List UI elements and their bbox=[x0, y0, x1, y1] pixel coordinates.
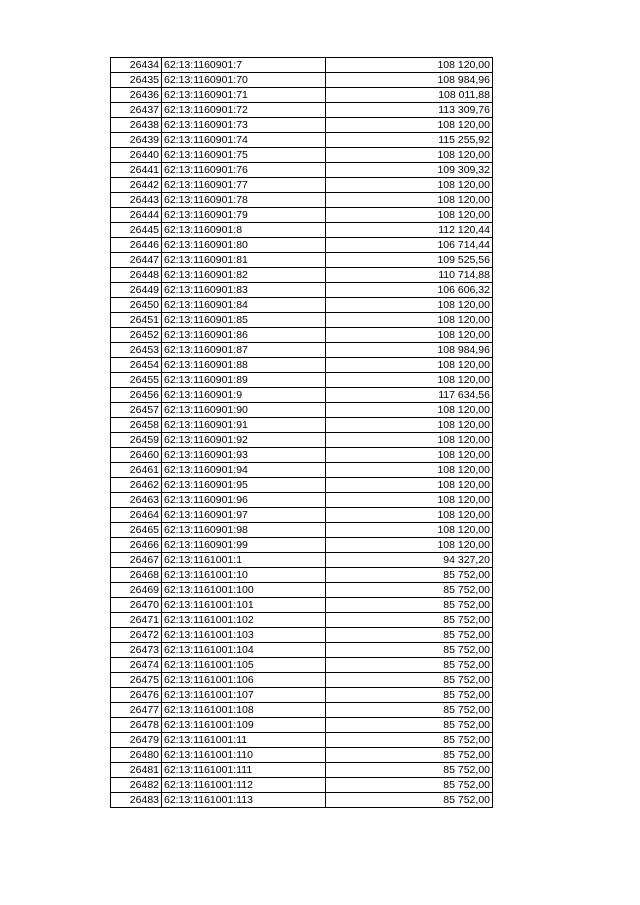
row-number-cell: 26479 bbox=[111, 733, 162, 748]
cadastral-number-cell: 62:13:1161001:110 bbox=[162, 748, 326, 763]
value-cell: 85 752,00 bbox=[326, 718, 493, 733]
cadastral-number-cell: 62:13:1160901:77 bbox=[162, 178, 326, 193]
row-number-cell: 26448 bbox=[111, 268, 162, 283]
row-number-cell: 26461 bbox=[111, 463, 162, 478]
data-table bbox=[110, 57, 493, 808]
value-cell: 106 714,44 bbox=[326, 238, 493, 253]
cadastral-number-cell: 62:13:1161001:109 bbox=[162, 718, 326, 733]
row-number-cell: 26473 bbox=[111, 643, 162, 658]
table-row bbox=[111, 298, 493, 313]
table-row bbox=[111, 448, 493, 463]
table-row bbox=[111, 463, 493, 478]
table-row bbox=[111, 778, 493, 793]
table-row bbox=[111, 673, 493, 688]
row-number-cell: 26451 bbox=[111, 313, 162, 328]
table-row bbox=[111, 568, 493, 583]
value-cell: 108 011,88 bbox=[326, 88, 493, 103]
cadastral-number-cell: 62:13:1160901:8 bbox=[162, 223, 326, 238]
table-row bbox=[111, 253, 493, 268]
cadastral-number-cell: 62:13:1160901:80 bbox=[162, 238, 326, 253]
row-number-cell: 26449 bbox=[111, 283, 162, 298]
row-number-cell: 26480 bbox=[111, 748, 162, 763]
value-cell: 108 120,00 bbox=[326, 463, 493, 478]
value-cell: 117 634,56 bbox=[326, 388, 493, 403]
cadastral-number-cell: 62:13:1160901:90 bbox=[162, 403, 326, 418]
row-number-cell: 26438 bbox=[111, 118, 162, 133]
row-number-cell: 26465 bbox=[111, 523, 162, 538]
row-number-cell: 26483 bbox=[111, 793, 162, 808]
value-cell: 85 752,00 bbox=[326, 613, 493, 628]
cadastral-number-cell: 62:13:1161001:104 bbox=[162, 643, 326, 658]
row-number-cell: 26472 bbox=[111, 628, 162, 643]
row-number-cell: 26454 bbox=[111, 358, 162, 373]
table-row bbox=[111, 118, 493, 133]
value-cell: 115 255,92 bbox=[326, 133, 493, 148]
value-cell: 110 714,88 bbox=[326, 268, 493, 283]
value-cell: 108 120,00 bbox=[326, 493, 493, 508]
value-cell: 85 752,00 bbox=[326, 568, 493, 583]
value-cell: 108 120,00 bbox=[326, 418, 493, 433]
table-row bbox=[111, 418, 493, 433]
row-number-cell: 26460 bbox=[111, 448, 162, 463]
row-number-cell: 26447 bbox=[111, 253, 162, 268]
value-cell: 85 752,00 bbox=[326, 778, 493, 793]
value-cell: 85 752,00 bbox=[326, 598, 493, 613]
cadastral-number-cell: 62:13:1161001:113 bbox=[162, 793, 326, 808]
table-row bbox=[111, 103, 493, 118]
value-cell: 113 309,76 bbox=[326, 103, 493, 118]
table-row bbox=[111, 538, 493, 553]
table-row bbox=[111, 433, 493, 448]
cadastral-number-cell: 62:13:1160901:76 bbox=[162, 163, 326, 178]
row-number-cell: 26450 bbox=[111, 298, 162, 313]
cadastral-number-cell: 62:13:1160901:70 bbox=[162, 73, 326, 88]
value-cell: 85 752,00 bbox=[326, 703, 493, 718]
table-row bbox=[111, 208, 493, 223]
table-row bbox=[111, 223, 493, 238]
row-number-cell: 26444 bbox=[111, 208, 162, 223]
value-cell: 108 120,00 bbox=[326, 313, 493, 328]
value-cell: 85 752,00 bbox=[326, 763, 493, 778]
value-cell: 85 752,00 bbox=[326, 733, 493, 748]
row-number-cell: 26475 bbox=[111, 673, 162, 688]
value-cell: 108 120,00 bbox=[326, 478, 493, 493]
cadastral-number-cell: 62:13:1160901:88 bbox=[162, 358, 326, 373]
row-number-cell: 26434 bbox=[111, 58, 162, 73]
cadastral-number-cell: 62:13:1161001:106 bbox=[162, 673, 326, 688]
row-number-cell: 26453 bbox=[111, 343, 162, 358]
cadastral-number-cell: 62:13:1160901:83 bbox=[162, 283, 326, 298]
table-row bbox=[111, 268, 493, 283]
row-number-cell: 26466 bbox=[111, 538, 162, 553]
value-cell: 106 606,32 bbox=[326, 283, 493, 298]
table-row bbox=[111, 508, 493, 523]
table-row bbox=[111, 283, 493, 298]
cadastral-number-cell: 62:13:1160901:72 bbox=[162, 103, 326, 118]
cadastral-number-cell: 62:13:1161001:11 bbox=[162, 733, 326, 748]
table-row bbox=[111, 88, 493, 103]
row-number-cell: 26457 bbox=[111, 403, 162, 418]
cadastral-number-cell: 62:13:1160901:94 bbox=[162, 463, 326, 478]
value-cell: 108 120,00 bbox=[326, 433, 493, 448]
table-row bbox=[111, 238, 493, 253]
table-row bbox=[111, 643, 493, 658]
cadastral-number-cell: 62:13:1161001:111 bbox=[162, 763, 326, 778]
value-cell: 108 120,00 bbox=[326, 508, 493, 523]
value-cell: 108 984,96 bbox=[326, 73, 493, 88]
table-row bbox=[111, 493, 493, 508]
cadastral-number-cell: 62:13:1160901:82 bbox=[162, 268, 326, 283]
cadastral-number-cell: 62:13:1160901:75 bbox=[162, 148, 326, 163]
cadastral-number-cell: 62:13:1160901:91 bbox=[162, 418, 326, 433]
table-row bbox=[111, 598, 493, 613]
value-cell: 109 525,56 bbox=[326, 253, 493, 268]
row-number-cell: 26441 bbox=[111, 163, 162, 178]
cadastral-number-cell: 62:13:1161001:108 bbox=[162, 703, 326, 718]
table-row bbox=[111, 163, 493, 178]
row-number-cell: 26468 bbox=[111, 568, 162, 583]
row-number-cell: 26452 bbox=[111, 328, 162, 343]
table-row bbox=[111, 658, 493, 673]
row-number-cell: 26440 bbox=[111, 148, 162, 163]
table-row bbox=[111, 628, 493, 643]
cadastral-number-cell: 62:13:1160901:81 bbox=[162, 253, 326, 268]
cadastral-number-cell: 62:13:1160901:89 bbox=[162, 373, 326, 388]
value-cell: 108 120,00 bbox=[326, 58, 493, 73]
value-cell: 85 752,00 bbox=[326, 793, 493, 808]
value-cell: 108 120,00 bbox=[326, 448, 493, 463]
value-cell: 85 752,00 bbox=[326, 643, 493, 658]
cadastral-number-cell: 62:13:1160901:95 bbox=[162, 478, 326, 493]
table-row bbox=[111, 73, 493, 88]
row-number-cell: 26478 bbox=[111, 718, 162, 733]
row-number-cell: 26467 bbox=[111, 553, 162, 568]
row-number-cell: 26435 bbox=[111, 73, 162, 88]
cadastral-number-cell: 62:13:1161001:107 bbox=[162, 688, 326, 703]
value-cell: 109 309,32 bbox=[326, 163, 493, 178]
cadastral-number-cell: 62:13:1161001:103 bbox=[162, 628, 326, 643]
row-number-cell: 26455 bbox=[111, 373, 162, 388]
value-cell: 85 752,00 bbox=[326, 688, 493, 703]
cadastral-number-cell: 62:13:1161001:105 bbox=[162, 658, 326, 673]
value-cell: 85 752,00 bbox=[326, 748, 493, 763]
table-row bbox=[111, 553, 493, 568]
table-row bbox=[111, 733, 493, 748]
table-row bbox=[111, 583, 493, 598]
cadastral-number-cell: 62:13:1161001:112 bbox=[162, 778, 326, 793]
table-row bbox=[111, 358, 493, 373]
value-cell: 108 984,96 bbox=[326, 343, 493, 358]
row-number-cell: 26471 bbox=[111, 613, 162, 628]
table-row bbox=[111, 718, 493, 733]
table-row bbox=[111, 133, 493, 148]
value-cell: 108 120,00 bbox=[326, 328, 493, 343]
value-cell: 108 120,00 bbox=[326, 373, 493, 388]
cadastral-number-cell: 62:13:1160901:87 bbox=[162, 343, 326, 358]
table-row bbox=[111, 523, 493, 538]
table-row bbox=[111, 328, 493, 343]
table-body bbox=[111, 58, 493, 808]
table-row bbox=[111, 688, 493, 703]
table-row bbox=[111, 613, 493, 628]
cadastral-number-cell: 62:13:1160901:92 bbox=[162, 433, 326, 448]
value-cell: 108 120,00 bbox=[326, 403, 493, 418]
row-number-cell: 26470 bbox=[111, 598, 162, 613]
table-row bbox=[111, 193, 493, 208]
table-row bbox=[111, 703, 493, 718]
row-number-cell: 26439 bbox=[111, 133, 162, 148]
value-cell: 108 120,00 bbox=[326, 148, 493, 163]
row-number-cell: 26474 bbox=[111, 658, 162, 673]
table-row bbox=[111, 388, 493, 403]
value-cell: 108 120,00 bbox=[326, 178, 493, 193]
value-cell: 108 120,00 bbox=[326, 208, 493, 223]
cadastral-number-cell: 62:13:1160901:7 bbox=[162, 58, 326, 73]
table-row bbox=[111, 763, 493, 778]
row-number-cell: 26481 bbox=[111, 763, 162, 778]
row-number-cell: 26436 bbox=[111, 88, 162, 103]
value-cell: 85 752,00 bbox=[326, 673, 493, 688]
row-number-cell: 26469 bbox=[111, 583, 162, 598]
table-row bbox=[111, 148, 493, 163]
cadastral-number-cell: 62:13:1160901:97 bbox=[162, 508, 326, 523]
cadastral-number-cell: 62:13:1160901:71 bbox=[162, 88, 326, 103]
value-cell: 85 752,00 bbox=[326, 628, 493, 643]
value-cell: 108 120,00 bbox=[326, 118, 493, 133]
table-row bbox=[111, 403, 493, 418]
cadastral-number-cell: 62:13:1160901:86 bbox=[162, 328, 326, 343]
row-number-cell: 26458 bbox=[111, 418, 162, 433]
table-row bbox=[111, 373, 493, 388]
row-number-cell: 26477 bbox=[111, 703, 162, 718]
row-number-cell: 26462 bbox=[111, 478, 162, 493]
value-cell: 108 120,00 bbox=[326, 538, 493, 553]
cadastral-number-cell: 62:13:1160901:74 bbox=[162, 133, 326, 148]
row-number-cell: 26442 bbox=[111, 178, 162, 193]
value-cell: 108 120,00 bbox=[326, 523, 493, 538]
cadastral-number-cell: 62:13:1161001:10 bbox=[162, 568, 326, 583]
table-row bbox=[111, 478, 493, 493]
cadastral-number-cell: 62:13:1160901:93 bbox=[162, 448, 326, 463]
row-number-cell: 26443 bbox=[111, 193, 162, 208]
row-number-cell: 26445 bbox=[111, 223, 162, 238]
cadastral-number-cell: 62:13:1160901:99 bbox=[162, 538, 326, 553]
row-number-cell: 26463 bbox=[111, 493, 162, 508]
table-row bbox=[111, 178, 493, 193]
table-row bbox=[111, 313, 493, 328]
value-cell: 108 120,00 bbox=[326, 298, 493, 313]
value-cell: 85 752,00 bbox=[326, 583, 493, 598]
cadastral-number-cell: 62:13:1160901:79 bbox=[162, 208, 326, 223]
cadastral-number-cell: 62:13:1161001:102 bbox=[162, 613, 326, 628]
cadastral-number-cell: 62:13:1160901:96 bbox=[162, 493, 326, 508]
cadastral-number-cell: 62:13:1160901:78 bbox=[162, 193, 326, 208]
value-cell: 108 120,00 bbox=[326, 193, 493, 208]
row-number-cell: 26456 bbox=[111, 388, 162, 403]
row-number-cell: 26459 bbox=[111, 433, 162, 448]
row-number-cell: 26476 bbox=[111, 688, 162, 703]
row-number-cell: 26464 bbox=[111, 508, 162, 523]
cadastral-number-cell: 62:13:1161001:1 bbox=[162, 553, 326, 568]
value-cell: 108 120,00 bbox=[326, 358, 493, 373]
table-row bbox=[111, 343, 493, 358]
cadastral-number-cell: 62:13:1161001:100 bbox=[162, 583, 326, 598]
cadastral-number-cell: 62:13:1160901:9 bbox=[162, 388, 326, 403]
row-number-cell: 26446 bbox=[111, 238, 162, 253]
table-row bbox=[111, 58, 493, 73]
cadastral-number-cell: 62:13:1160901:73 bbox=[162, 118, 326, 133]
table-row bbox=[111, 793, 493, 808]
value-cell: 85 752,00 bbox=[326, 658, 493, 673]
value-cell: 112 120,44 bbox=[326, 223, 493, 238]
value-cell: 94 327,20 bbox=[326, 553, 493, 568]
row-number-cell: 26482 bbox=[111, 778, 162, 793]
row-number-cell: 26437 bbox=[111, 103, 162, 118]
table-row bbox=[111, 748, 493, 763]
cadastral-number-cell: 62:13:1160901:85 bbox=[162, 313, 326, 328]
cadastral-number-cell: 62:13:1161001:101 bbox=[162, 598, 326, 613]
cadastral-number-cell: 62:13:1160901:84 bbox=[162, 298, 326, 313]
cadastral-number-cell: 62:13:1160901:98 bbox=[162, 523, 326, 538]
